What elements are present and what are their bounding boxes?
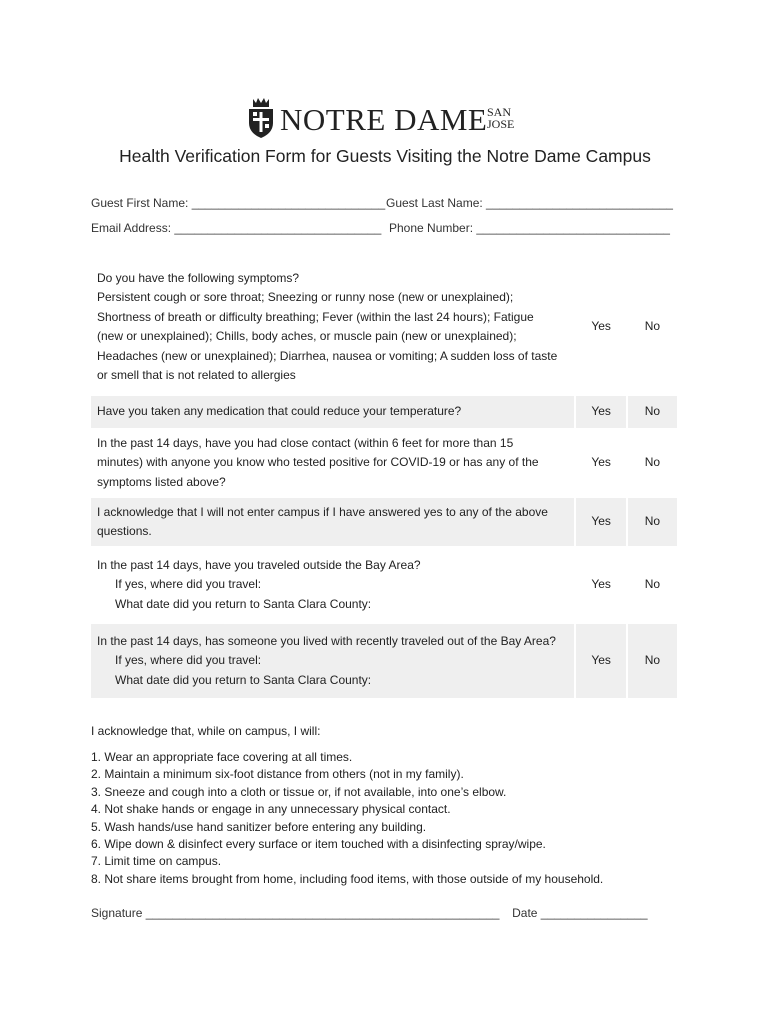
list-item: 2. Maintain a minimum six-foot distance from others (not in my family). (91, 767, 464, 782)
list-item: 5. Wash hands/use hand sanitizer before entering any building. (91, 819, 427, 834)
question-row (91, 396, 677, 428)
signature-row (91, 906, 648, 920)
list-item: 8. Not share items brought from home, including food items, with those outside of my household. (91, 871, 604, 886)
no-option[interactable]: No (644, 455, 661, 470)
yes-option[interactable]: Yes (574, 396, 627, 428)
question-row (91, 258, 677, 396)
question-text: In the past 14 days, have you traveled outside the Bay Area? If yes, where did you travel: What date did you return to Santa Clara County: (97, 557, 421, 611)
question-text: In the past 14 days, have you had close contact (within 6 feet for more than 15 minutes) with anyone you know who tested positive for COVID-19 or has any of the symptoms listed above? (97, 435, 539, 489)
signature-field[interactable]: Signature _____________________________________________________ (91, 906, 500, 920)
question-row (91, 546, 677, 624)
phone-number-field[interactable]: Phone Number: _____________________________ (389, 221, 670, 235)
guest-first-name-field[interactable]: Guest First Name: _____________________________ (91, 196, 386, 210)
guest-last-name-field[interactable]: Guest Last Name: ____________________________ (386, 196, 673, 210)
logo-wordmark: NOTRE DAME (280, 102, 488, 137)
list-item: 3. Sneeze and cough into a cloth or tissue or, if not available, into one’s elbow. (91, 784, 507, 799)
no-option[interactable]: No (644, 319, 661, 334)
list-item: 4. Not shake hands or engage in any unnecessary physical contact. (91, 802, 451, 817)
email-address-field[interactable]: Email Address: _______________________________ (91, 221, 382, 235)
yes-option[interactable]: Yes (574, 624, 627, 698)
crest-icon (247, 95, 275, 139)
logo-location: SAN JOSE (487, 105, 515, 131)
acknowledgement-heading: I acknowledge that, while on campus, I will: (91, 724, 321, 738)
yes-option[interactable]: Yes (574, 428, 627, 498)
questions-table (91, 258, 677, 698)
date-field[interactable]: Date ________________ (512, 906, 648, 920)
question-row (91, 498, 677, 546)
yes-option[interactable]: Yes (574, 258, 627, 396)
question-text: I acknowledge that I will not enter campus if I have answered yes to any of the above questions. (91, 498, 574, 546)
no-option[interactable]: No (628, 498, 677, 546)
no-option[interactable]: No (644, 577, 661, 592)
form-title: Health Verification Form for Guests Visiting the Notre Dame Campus (119, 146, 651, 166)
no-option[interactable]: No (628, 396, 677, 428)
yes-option[interactable]: Yes (574, 498, 627, 546)
question-text: Have you taken any medication that could reduce your temperature? (91, 396, 574, 428)
question-row (91, 624, 677, 698)
question-row (91, 428, 677, 498)
question-text: Do you have the following symptoms? Persistent cough or sore throat; Sneezing or runny nose (new or unexplained); Shortness of breath or difficulty breathing; Fever (within the last 24 hours); Fatigue (new or unexplained); Chills, body aches, or muscle pain (new or unexplained); Headaches (new or unexplained); Diarrhea, nausea or vomiting; A sudden loss of taste or smell that is not related to allergies (97, 270, 558, 382)
acknowledgement-list (91, 749, 603, 888)
list-item: 6. Wipe down & disinfect every surface or item touched with a disinfecting spray/wipe. (91, 837, 546, 852)
yes-option[interactable]: Yes (574, 546, 627, 624)
question-text: In the past 14 days, has someone you lived with recently traveled out of the Bay Area? If yes, where did you travel: What date did you return to Santa Clara County: (91, 624, 574, 698)
notre-dame-logo (247, 95, 527, 139)
list-item: 1. Wear an appropriate face covering at all times. (91, 750, 353, 764)
list-item: 7. Limit time on campus. (91, 854, 222, 869)
no-option[interactable]: No (628, 624, 677, 698)
